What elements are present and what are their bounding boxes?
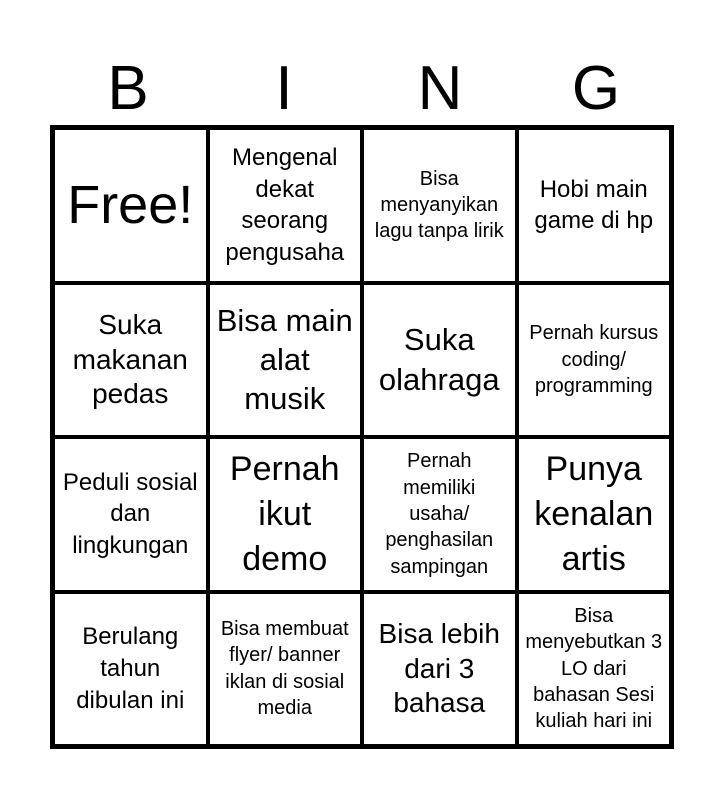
bingo-cell[interactable] xyxy=(517,437,672,592)
cell-label: Bisa menyebutkan 3 LO dari bahasan Sesi kuliah hari ini xyxy=(525,604,663,733)
header-letter-b: B xyxy=(107,54,149,123)
bingo-cell[interactable] xyxy=(517,128,672,283)
cell-label: Pernah kursus coding/ programming xyxy=(529,322,659,397)
cell-label: Berulang tahun dibulan ini xyxy=(76,623,185,714)
cell-label: Peduli sosial dan lingkungan xyxy=(62,468,198,560)
bingo-cell[interactable] xyxy=(517,592,672,747)
bingo-board xyxy=(50,125,674,749)
bingo-cell[interactable] xyxy=(208,592,363,747)
cell-label: Bisa menyanyikan lagu tanpa lirik xyxy=(374,167,504,243)
header-letter-g: G xyxy=(571,54,621,123)
bingo-header xyxy=(50,52,674,126)
bingo-cell[interactable] xyxy=(53,283,208,438)
bingo-cell[interactable] xyxy=(208,128,363,283)
bingo-cell[interactable] xyxy=(517,283,672,438)
cell-label: Bisa main alat musik xyxy=(216,302,353,417)
cell-label: Bisa membuat flyer/ banner iklan di sosial media xyxy=(220,617,349,720)
cell-label: Bisa lebih dari 3 bahasa xyxy=(378,618,500,718)
cell-label: Mengenal dekat seorang pengusaha xyxy=(225,143,345,266)
cell-label: Hobi main game di hp xyxy=(534,175,654,235)
cell-label: Pernah memiliki usaha/ penghasilan sampingan xyxy=(385,450,494,578)
bingo-cell[interactable] xyxy=(208,437,363,592)
bingo-cell-free[interactable] xyxy=(53,128,208,283)
cell-label: Pernah ikut demo xyxy=(229,449,340,578)
cell-label: Suka olahraga xyxy=(378,322,500,397)
bingo-cell[interactable] xyxy=(53,437,208,592)
cell-label: Suka makanan pedas xyxy=(72,309,188,409)
header-letter-i: I xyxy=(275,54,293,123)
bingo-cell[interactable] xyxy=(208,283,363,438)
bingo-cell[interactable] xyxy=(53,592,208,747)
header-letter-n: N xyxy=(417,54,463,123)
cell-label: Free! xyxy=(67,174,194,235)
bingo-cell[interactable] xyxy=(362,437,517,592)
bingo-cell[interactable] xyxy=(362,283,517,438)
bingo-cell[interactable] xyxy=(362,128,517,283)
cell-label: Punya kenalan artis xyxy=(534,449,654,578)
bingo-cell[interactable] xyxy=(362,592,517,747)
